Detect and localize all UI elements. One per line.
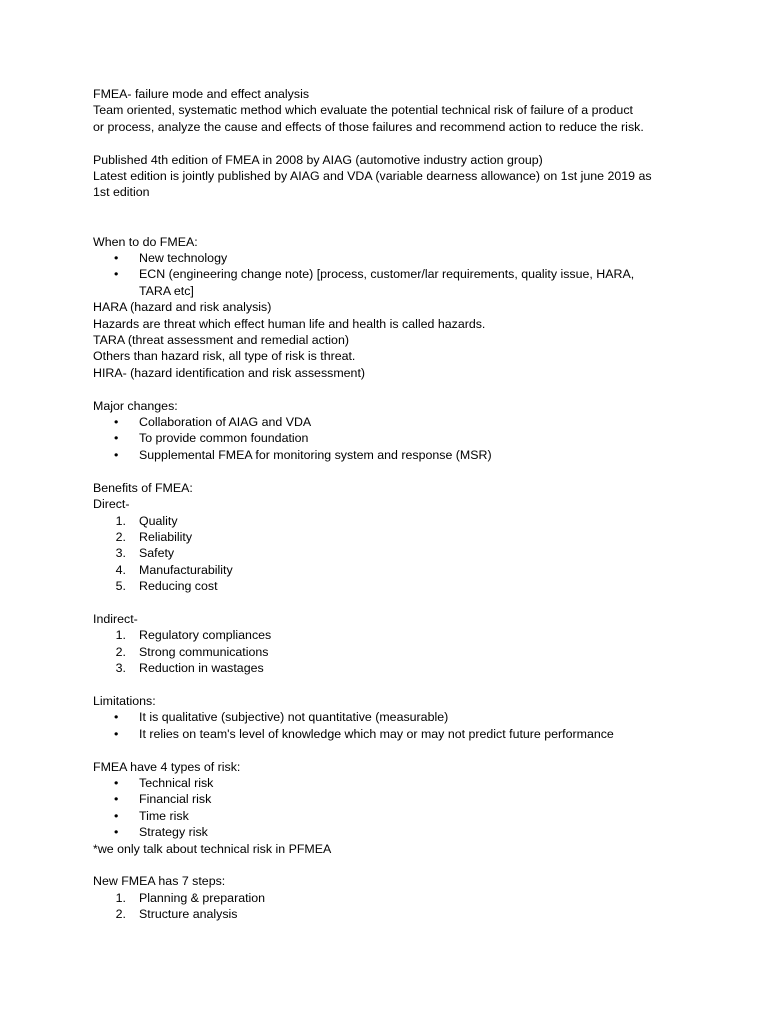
- intro-title: FMEA- failure mode and effect analysis: [93, 87, 310, 101]
- indirect-label: Indirect-: [93, 611, 138, 626]
- numbered-item: 2. Strong communications: [115, 644, 269, 659]
- numbered-item: 4. Manufacturability: [115, 562, 233, 577]
- when-heading: When to do FMEA:: [93, 234, 198, 249]
- bullet-icon: •: [114, 825, 119, 840]
- numbered-item: 1. Quality: [115, 513, 178, 528]
- risks-heading: FMEA have 4 types of risk:: [93, 759, 241, 774]
- bullet-icon: •: [114, 267, 119, 282]
- risks-note: *we only talk about technical risk in PFMEA: [93, 841, 332, 856]
- definition-line: Hazards are threat which effect human life and health is called hazards.: [93, 316, 486, 331]
- list-item: • ECN (engineering change note) [process, customer/lar requirements, quality issue, HARA, TARA etc]: [114, 267, 635, 298]
- edition-text-line: Latest edition is jointly published by AIAG and VDA (variable dearness allowance) on 1st june 2019 as: [93, 169, 652, 184]
- numbered-item: 1. Regulatory compliances: [115, 628, 272, 643]
- list-item: • It relies on team's level of knowledge which may or may not predict future performance: [114, 726, 614, 741]
- numbered-item: 2. Structure analysis: [115, 907, 238, 922]
- list-item: • It is qualitative (subjective) not quantitative (measurable): [114, 710, 449, 725]
- definition-line: TARA (threat assessment and remedial action): [93, 333, 349, 348]
- document-body: [93, 86, 683, 923]
- changes-heading: Major changes:: [93, 398, 178, 413]
- numbered-item: 3. Safety: [115, 546, 175, 561]
- steps-heading: New FMEA has 7 steps:: [93, 874, 226, 889]
- bullet-icon: •: [114, 775, 119, 790]
- bullet-icon: •: [114, 431, 119, 446]
- list-item: • Technical risk: [114, 775, 214, 790]
- list-item: • Supplemental FMEA for monitoring system and response (MSR): [114, 447, 492, 462]
- list-item: • Strategy risk: [114, 825, 208, 840]
- intro-text-line: or process, analyze the cause and effects of those failures and recommend action to reduce the risk.: [93, 119, 644, 134]
- numbered-item: 3. Reduction in wastages: [115, 661, 264, 676]
- bullet-icon: •: [114, 447, 119, 462]
- numbered-item: 1. Planning & preparation: [115, 890, 266, 905]
- bullet-icon: •: [114, 251, 119, 266]
- edition-text-line: 1st edition: [93, 185, 150, 200]
- benefits-heading: Benefits of FMEA:: [93, 480, 193, 495]
- direct-label: Direct-: [93, 497, 130, 512]
- list-item: • Collaboration of AIAG and VDA: [114, 415, 312, 430]
- bullet-icon: •: [114, 710, 119, 725]
- intro-text-line: Team oriented, systematic method which evaluate the potential technical risk of failure of a product: [93, 103, 633, 118]
- bullet-icon: •: [114, 726, 119, 741]
- edition-text-line: Published 4th edition of FMEA in 2008 by AIAG (automotive industry action group): [93, 152, 543, 167]
- list-item: • Financial risk: [114, 792, 212, 807]
- bullet-icon: •: [114, 808, 119, 823]
- bullet-icon: •: [114, 792, 119, 807]
- numbered-item: 2. Reliability: [115, 529, 193, 544]
- list-item: • New technology: [114, 251, 228, 266]
- limitations-heading: Limitations:: [93, 693, 156, 708]
- definition-line: Others than hazard risk, all type of risk is threat.: [93, 349, 356, 364]
- numbered-item: 5. Reducing cost: [115, 579, 218, 594]
- bullet-icon: •: [114, 415, 119, 430]
- list-item: • Time risk: [114, 808, 189, 823]
- definition-line: HARA (hazard and risk analysis): [93, 300, 272, 315]
- definition-line: HIRA- (hazard identification and risk assessment): [93, 365, 366, 380]
- list-item: • To provide common foundation: [114, 431, 309, 446]
